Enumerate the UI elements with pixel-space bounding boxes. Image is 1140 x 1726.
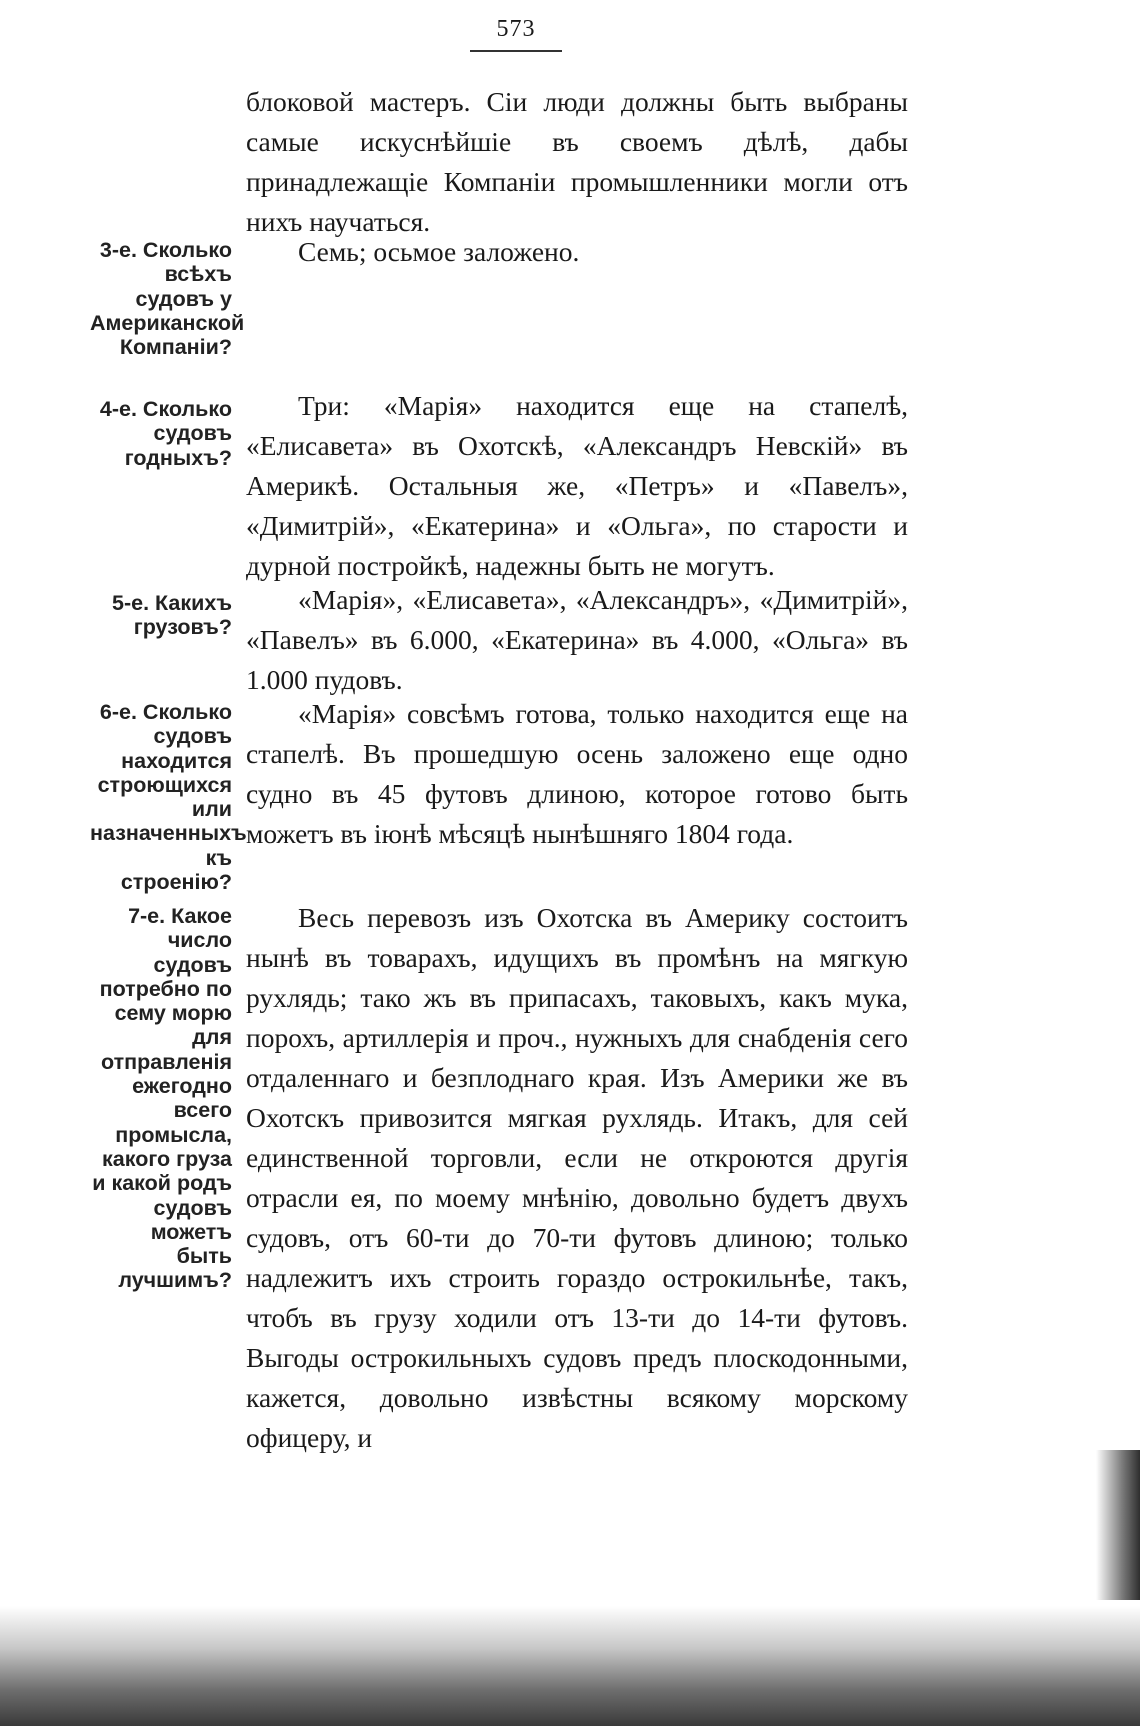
page-number: 573: [496, 16, 536, 42]
margin-note-question-4: 4-е. Сколько судовъ годныхъ?: [99, 397, 232, 470]
margin-note-question-6: 6-е. Сколько судовъ находится строющихся или назначенныхъ къ строенію?: [90, 700, 247, 895]
paragraph-answer-7: Весь перевозъ изъ Охотска въ Америку состоитъ нынѣ въ товарахъ, идущихъ въ промѣнъ на мягкую рухлядь; тако жъ въ припасахъ, таковыхъ, какъ мука, порохъ, артиллерія и проч., нужныхъ для снабденія сего отдаленнаго и безплоднаго края. Изъ Америки же въ Охотскъ привозится мягкая рухлядь. Итакъ, для сей единственной торговли, если не откроются другія отрасли ея, по моему мнѣнію, довольно будетъ двухъ судовъ, отъ 60-ти до 70-ти футовъ длиною; только надлежитъ ихъ строить гораздо острокильнѣе, такъ, чтобъ въ грузу ходили отъ 13-ти до 14-ти футовъ. Выгоды острокильныхъ судовъ предъ плоскодонными, кажется, довольно извѣстны всякому морскому офицеру, и: [246, 902, 908, 1453]
margin-note-question-7: 7-е. Какое число судовъ потребно по сему морю для отправленія ежегодно всего промысла, какого груза и какой родъ судовъ можетъ быть лучшимъ?: [92, 904, 232, 1293]
scan-edge-shadow: [1096, 1450, 1140, 1600]
page-number-rule: [470, 50, 562, 52]
margin-note-question-3: 3-е. Сколько всѣхъ судовъ у Американской Компаніи?: [90, 238, 245, 360]
paragraph-answer-4: Три: «Марія» находится еще на стапелѣ, «Елисавета» въ Охотскѣ, «Александръ Невскій» въ Америкѣ. Остальныя же, «Петръ» и «Павелъ», «Димитрій», «Екатерина» и «Ольга», по старости и дурной постройкѣ, надежны быть не могутъ.: [246, 390, 908, 581]
paragraph-answer-5: «Марія», «Елисавета», «Александръ», «Димитрій», «Павелъ» въ 6.000, «Екатерина» въ 4.000, «Ольга» въ 1.000 пудовъ.: [246, 584, 908, 695]
margin-note-question-5: 5-е. Какихъ грузовъ?: [112, 591, 232, 640]
paragraph-answer-3: Семь; осьмое заложено.: [298, 236, 580, 267]
paragraph-answer-6: «Марія» совсѣмъ готова, только находится еще на стапелѣ. Въ прошедшую осень заложено еще одно судно въ 45 футовъ длиною, которое готово быть можетъ въ іюнѣ мѣсяцѣ нынѣшняго 1804 года.: [246, 698, 908, 849]
scan-bottom-shadow: [0, 1606, 1140, 1726]
paragraph-continuation: блоковой мастеръ. Сіи люди должны быть выбраны самые искуснѣйшіе въ своемъ дѣлѣ, дабы принадлежащіе Компаніи промышленники могли отъ нихъ научаться.: [246, 86, 908, 237]
